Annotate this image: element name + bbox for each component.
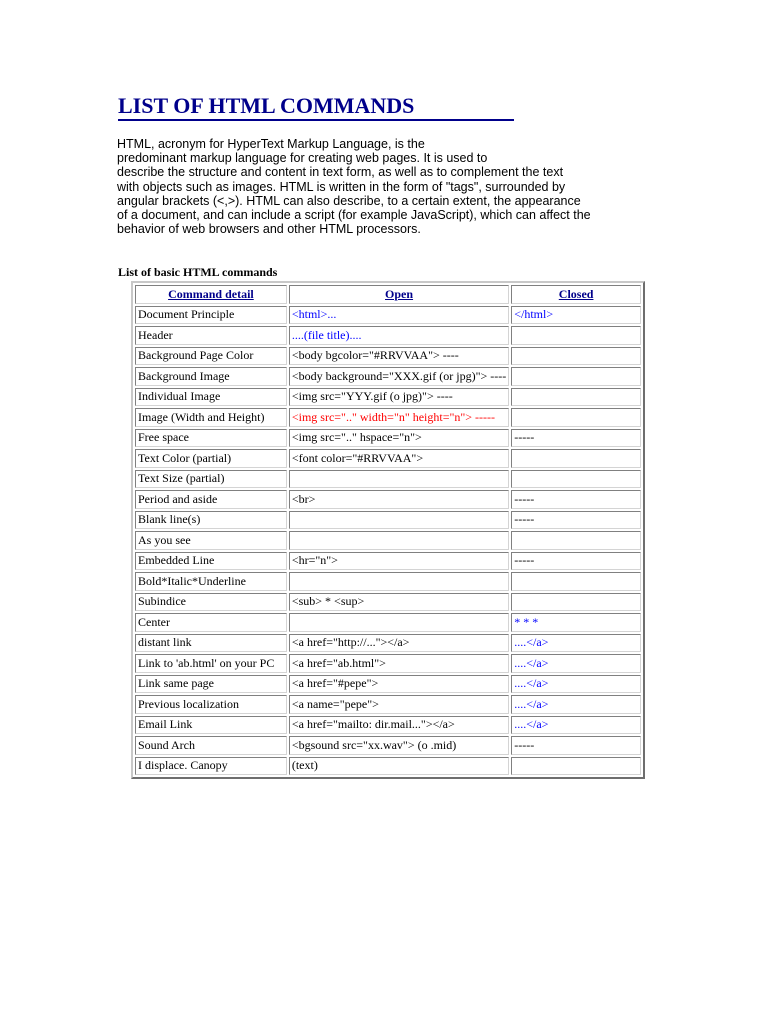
table-row [135, 716, 641, 735]
cell-closed: ....</a> [511, 716, 641, 735]
cell-open: <bgsound src="xx.wav"> (o .mid) [289, 736, 509, 755]
commands-table-frame [131, 281, 645, 779]
cell-open: (text) [289, 757, 509, 776]
header-closed [511, 285, 641, 304]
cell-open: <body background="XXX.gif (or jpg)"> ---- [289, 367, 509, 386]
header-label: Command detail [168, 286, 254, 301]
cell-closed: * * * [511, 613, 641, 632]
cell-command-detail: distant link [135, 634, 287, 653]
table-row [135, 757, 641, 776]
intro-paragraph [117, 137, 617, 236]
cell-closed: ....</a> [511, 654, 641, 673]
cell-open: <a name="pepe"> [289, 695, 509, 714]
cell-open [289, 531, 509, 550]
cell-closed: ----- [511, 552, 641, 571]
table-row [135, 593, 641, 612]
table-header-row [135, 285, 641, 304]
cell-closed: ----- [511, 511, 641, 530]
cell-open [289, 470, 509, 489]
intro-line: with objects such as images. HTML is written in the form of "tags", surrounded by [117, 179, 566, 194]
cell-closed [511, 388, 641, 407]
table-row [135, 306, 641, 325]
cell-closed: ....</a> [511, 675, 641, 694]
cell-closed: ....</a> [511, 634, 641, 653]
cell-open: <a href="ab.html"> [289, 654, 509, 673]
table-row [135, 347, 641, 366]
cell-open: <a href="mailto: dir.mail..."></a> [289, 716, 509, 735]
intro-line: HTML, acronym for HyperText Markup Language, is the [117, 137, 425, 151]
cell-closed [511, 470, 641, 489]
cell-command-detail: Free space [135, 429, 287, 448]
intro-line: behavior of web browsers and other HTML processors. [117, 222, 421, 237]
table-row [135, 490, 641, 509]
cell-command-detail: As you see [135, 531, 287, 550]
cell-command-detail: Background Page Color [135, 347, 287, 366]
cell-command-detail: Previous localization [135, 695, 287, 714]
cell-command-detail: Sound Arch [135, 736, 287, 755]
cell-closed [511, 531, 641, 550]
header-label: Closed [558, 286, 594, 301]
table-row [135, 654, 641, 673]
commands-table [133, 283, 643, 777]
table-row [135, 470, 641, 489]
cell-command-detail: Document Principle [135, 306, 287, 325]
cell-open: ....(file title).... [289, 326, 509, 345]
intro-line: of a document, and can include a script (for example JavaScript), which can affect the [117, 208, 591, 223]
cell-command-detail: Text Size (partial) [135, 470, 287, 489]
table-row [135, 429, 641, 448]
table-row [135, 511, 641, 530]
cell-open: <hr="n"> [289, 552, 509, 571]
cell-open: <html>... [289, 306, 509, 325]
cell-open: <img src=".." hspace="n"> [289, 429, 509, 448]
cell-command-detail: Background Image [135, 367, 287, 386]
cell-command-detail: Embedded Line [135, 552, 287, 571]
table-row [135, 326, 641, 345]
cell-open: <sub> * <sup> [289, 593, 509, 612]
cell-open: <font color="#RRVVAA"> [289, 449, 509, 468]
intro-line: predominant markup language for creating web pages. It is used to [117, 151, 488, 166]
header-label: Open [385, 286, 414, 301]
cell-closed [511, 326, 641, 345]
cell-closed [511, 757, 641, 776]
table-row [135, 695, 641, 714]
cell-closed [511, 408, 641, 427]
cell-command-detail: Bold*Italic*Underline [135, 572, 287, 591]
cell-command-detail: Blank line(s) [135, 511, 287, 530]
table-row [135, 449, 641, 468]
table-row [135, 388, 641, 407]
cell-open: <a href="http://..."></a> [289, 634, 509, 653]
cell-command-detail: Center [135, 613, 287, 632]
table-row [135, 552, 641, 571]
cell-command-detail: Individual Image [135, 388, 287, 407]
cell-command-detail: I displace. Canopy [135, 757, 287, 776]
cell-closed [511, 593, 641, 612]
cell-open: <img src="YYY.gif (o jpg)"> ---- [289, 388, 509, 407]
table-body [135, 306, 641, 776]
table-row [135, 736, 641, 755]
table-row [135, 531, 641, 550]
cell-open [289, 572, 509, 591]
cell-closed [511, 572, 641, 591]
cell-command-detail: Link to 'ab.html' on your PC [135, 654, 287, 673]
cell-open [289, 613, 509, 632]
cell-command-detail: Link same page [135, 675, 287, 694]
cell-command-detail: Subindice [135, 593, 287, 612]
cell-closed: ....</a> [511, 695, 641, 714]
cell-open [289, 511, 509, 530]
cell-open: <a href="#pepe"> [289, 675, 509, 694]
cell-closed: </html> [511, 306, 641, 325]
cell-open: <body bgcolor="#RRVVAA"> ---- [289, 347, 509, 366]
table-row [135, 572, 641, 591]
cell-command-detail: Text Color (partial) [135, 449, 287, 468]
intro-line: describe the structure and content in text form, as well as to complement the text [117, 165, 564, 180]
cell-open: <img src=".." width="n" height="n"> ----- [289, 408, 509, 427]
cell-command-detail: Period and aside [135, 490, 287, 509]
intro-line: angular brackets (<,>). HTML can also describe, to a certain extent, the appearance [117, 193, 581, 208]
table-row [135, 367, 641, 386]
cell-command-detail: Email Link [135, 716, 287, 735]
cell-closed [511, 449, 641, 468]
cell-command-detail: Image (Width and Height) [135, 408, 287, 427]
table-row [135, 634, 641, 653]
table-row [135, 675, 641, 694]
table-heading: List of basic HTML commands [118, 265, 278, 279]
page-title: LIST OF HTML COMMANDS [118, 93, 514, 121]
cell-closed: ----- [511, 736, 641, 755]
cell-open: <br> [289, 490, 509, 509]
cell-closed: ----- [511, 490, 641, 509]
table-row [135, 613, 641, 632]
cell-closed: ----- [511, 429, 641, 448]
cell-command-detail: Header [135, 326, 287, 345]
header-command-detail [135, 285, 287, 304]
cell-closed [511, 367, 641, 386]
table-row [135, 408, 641, 427]
cell-closed [511, 347, 641, 366]
header-open [289, 285, 509, 304]
